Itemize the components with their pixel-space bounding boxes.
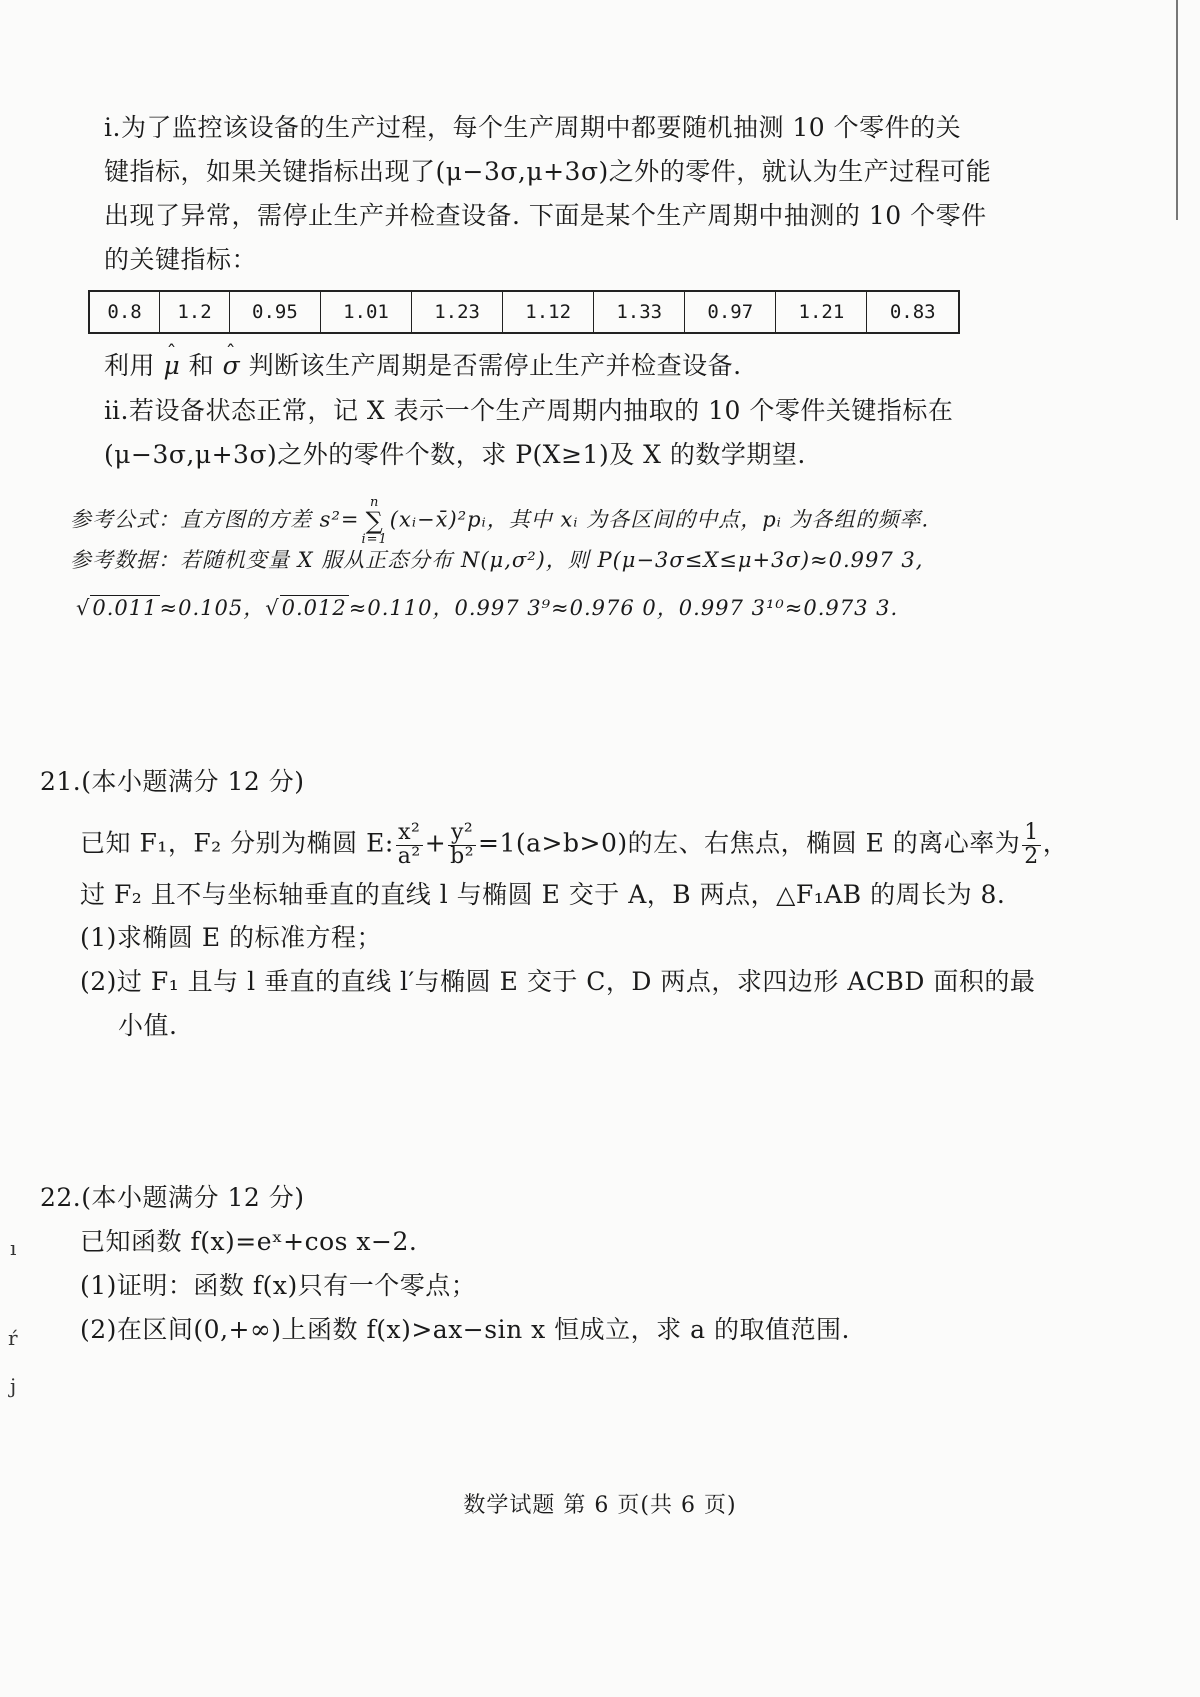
q22-part-2: (2)在区间(0,+∞)上函数 f(x)>ax−sin x 恒成立，求 a 的取值范围. (80, 1315, 850, 1344)
table-cell: 1.21 (776, 291, 867, 333)
q22-header: 22.(本小题满分 12 分) (40, 1183, 305, 1212)
table-cell: 0.95 (229, 291, 320, 333)
key-indicator-table (88, 290, 960, 334)
part-ii-line-2: (μ−3σ,μ+3σ)之外的零件个数，求 P(X≥1)及 X 的数学期望. (104, 440, 806, 469)
q21-part-1: (1)求椭圆 E 的标准方程； (80, 923, 383, 952)
ecc-denominator: 2 (1024, 844, 1039, 869)
table-cell: 1.01 (320, 291, 411, 333)
judge-line (104, 348, 742, 384)
table-cell: 1.33 (594, 291, 685, 333)
formula-text-a: 参考公式：直方图的方差 s²= (70, 507, 360, 532)
reference-formula (70, 496, 929, 546)
judge-text-b: 和 (180, 351, 223, 380)
part-i-line-4: 的关键指标： (104, 245, 258, 274)
table-cell: 0.83 (867, 291, 959, 333)
eccentricity-fraction (1022, 822, 1041, 868)
q21-part-2-line-1: (2)过 F₁ 且与 l 垂直的直线 l′与椭圆 E 交于 C，D 两点，求四边形 ACBD 面积的最 (80, 967, 1036, 996)
scan-mark: ı (10, 1236, 17, 1260)
judge-text-c: 判断该生产周期是否需停止生产并检查设备. (240, 351, 742, 380)
summation-symbol (361, 496, 387, 546)
sqrt-0011: 0.011 (92, 596, 158, 620)
q21-part-2-line-2: 小值. (118, 1011, 178, 1040)
reference-data-line-1: 参考数据：若随机变量 X 服从正态分布 N(μ,σ²)，则 P(μ−3σ≤X≤μ+3σ)≈0.997 3, (70, 548, 924, 572)
q21-stem-line-1 (80, 822, 1068, 868)
page-footer: 数学试题 第 6 页(共 6 页) (463, 1493, 737, 1518)
q22-part-1: (1)证明：函数 f(x)只有一个零点； (80, 1271, 477, 1300)
scan-mark: ŕ (8, 1326, 18, 1350)
mu-hat: ˆ μ (163, 348, 180, 384)
table-cell: 1.12 (503, 291, 594, 333)
sum-upper: n (369, 495, 380, 510)
frac2-numerator: y² (448, 822, 476, 846)
part-ii-line-1: ⅱ.若设备状态正常，记 X 表示一个生产周期内抽取的 10 个零件关键指标在 (104, 396, 954, 425)
y-squared-fraction (448, 822, 476, 868)
sqrt-0012: 0.012 (281, 596, 347, 620)
frac1-numerator: x² (396, 822, 423, 846)
reference-data-line-2: √0.011≈0.105，√0.012≈0.110，0.997 3⁹≈0.976 0，0.997 3¹⁰≈0.973 3. (76, 596, 899, 620)
table-cell: 0.8 (89, 291, 160, 333)
judge-text-a: 利用 (104, 351, 164, 380)
x-squared-fraction (396, 822, 423, 868)
q21-stem-text-c: ， (1042, 828, 1069, 858)
part-i-line-3: 出现了异常，需停止生产并检查设备. 下面是某个生产周期中抽测的 10 个零件 (104, 201, 987, 230)
plus-sign: + (424, 828, 447, 858)
q21-stem-text-a: 已知 F₁，F₂ 分别为椭圆 E: (80, 828, 394, 858)
scan-mark: j (10, 1374, 17, 1398)
part-i-line-1: ⅰ.为了监控该设备的生产过程，每个生产周期中都要随机抽测 10 个零件的关 (104, 113, 962, 142)
sum-lower: i=1 (361, 532, 388, 547)
scan-edge-line (1176, 0, 1178, 220)
table-row (89, 291, 959, 333)
q21-header: 21.(本小题满分 12 分) (40, 767, 305, 796)
frac1-denominator: a² (397, 844, 421, 869)
q21-stem-line-2: 过 F₂ 且不与坐标轴垂直的直线 l 与椭圆 E 交于 A，B 两点，△F₁AB 的周长为 8. (80, 880, 1006, 909)
frac2-denominator: b² (450, 844, 475, 869)
part-i-line-2: 键指标，如果关键指标出现了(μ−3σ,μ+3σ)之外的零件，就认为生产过程可能 (104, 157, 992, 186)
q21-stem-text-b: =1(a>b>0)的左、右焦点，椭圆 E 的离心率为 (478, 828, 1021, 858)
formula-text-b: (xᵢ−x̄)²pᵢ，其中 xᵢ 为各区间的中点，pᵢ 为各组的频率. (389, 507, 930, 532)
q22-stem: 已知函数 f(x)=eˣ+cos x−2. (80, 1227, 418, 1256)
sigma-hat: ˆ σ (223, 348, 241, 384)
ecc-numerator: 1 (1024, 820, 1039, 845)
sum-sign: ∑ (365, 507, 384, 535)
table-cell: 1.2 (160, 291, 230, 333)
data-text-a: ≈0.105， (159, 596, 266, 620)
data-text-b: ≈0.110，0.997 3⁹≈0.976 0，0.997 3¹⁰≈0.973 3. (348, 596, 899, 620)
table-cell: 1.23 (412, 291, 503, 333)
table-cell: 0.97 (685, 291, 776, 333)
